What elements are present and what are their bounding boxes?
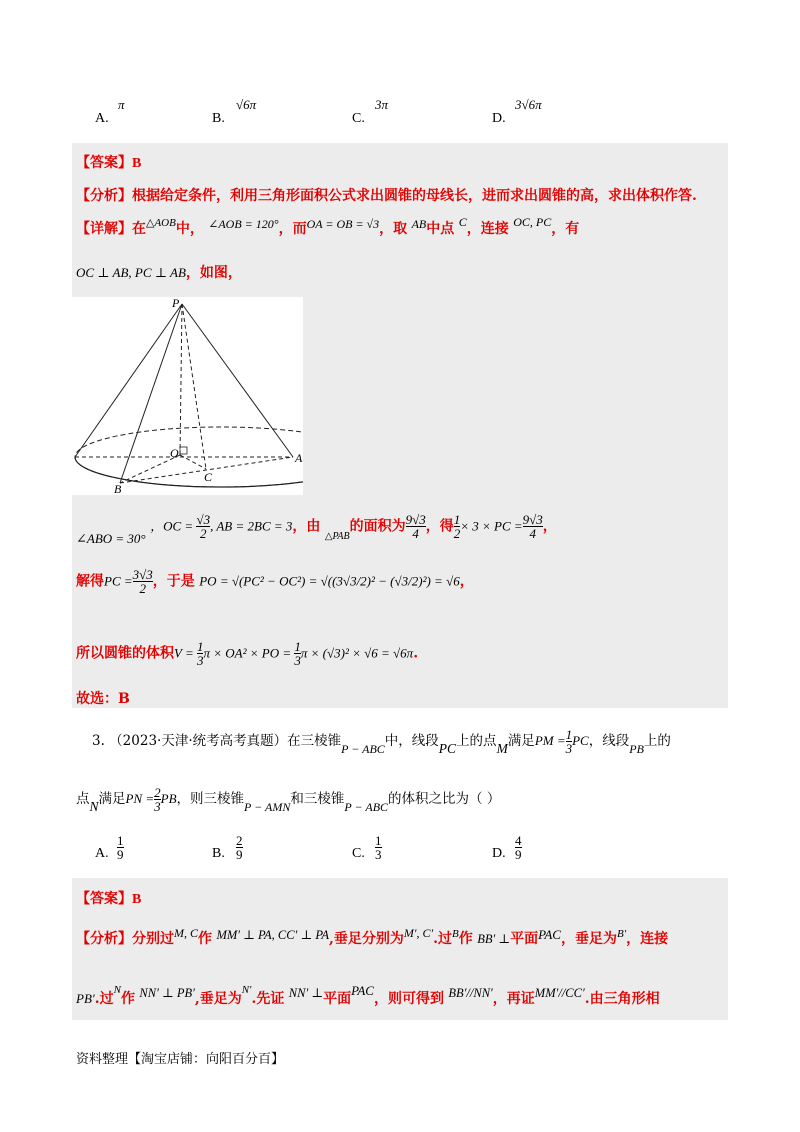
label-b: B <box>114 482 122 495</box>
q3-option-d: D. <box>492 846 506 861</box>
analysis-line-2b: PB′.过$^N$作 NN′ ⊥ PB′,垂足为$^{N'}$.先证 NN′ ⊥平面PAC，则可得到 BB′//NN′，再证MM′//CC′.由三角形相 <box>76 983 660 1007</box>
option-c-value: 3π <box>375 97 389 112</box>
frac-1-2: $\frac{1}{2}$ <box>453 512 461 541</box>
option-b-value: √6π <box>236 97 257 112</box>
label-o: O <box>170 446 179 460</box>
base-ellipse-front <box>75 457 303 487</box>
frac-9sqrt3-4-b: $\frac{9√3}{4}$ <box>522 512 543 541</box>
analysis-line-2a: 【分析】分别过M, C作 MM′ ⊥ PA, CC′ ⊥ PA,垂足分别为M′, C′.过$^B$作 BB′ ⊥平面PAC，垂足为$^{B'}$，连接 <box>76 926 669 947</box>
option-b: B. <box>212 111 225 126</box>
q3-option-b-value: 2 9 <box>236 833 243 862</box>
q3-option-a: A. <box>95 846 109 861</box>
q3-frac-2-3: $\frac{2}{3}$ <box>154 785 161 814</box>
calc-line-1: ∠ABO = 30° ，OC = $\frac{√3}{2}$ , AB = 2BC = 3，由 $_{\triangle PAB}$的面积为 $\frac{9√3}{4}$ ，得 $\frac{1}{2}$ × 3 × PC = $\frac{9√3}{4}$ ， <box>76 512 557 546</box>
segment-po <box>180 304 182 455</box>
frac-sqrt3-2: $\frac{√3}{2}$ <box>196 512 211 541</box>
q3-option-a-value: 1 9 <box>117 833 124 862</box>
calc-line-3: 所以圆锥的体积V = $\frac{1}{3}$ π × OA² × PO = $\frac{1}{3}$ π × (√3)² × √6 = √6π. <box>76 639 419 668</box>
frac-9sqrt3-4: $\frac{9√3}{4}$ <box>405 512 426 541</box>
option-a: A. <box>95 111 109 126</box>
detail-line-2: OC ⊥ AB, PC ⊥ AB，如图， <box>76 265 242 281</box>
right-angle-mark <box>180 447 187 454</box>
footer-text: 资料整理【淘宝店铺：向阳百分百】 <box>76 1052 285 1067</box>
generatrix-right <box>182 304 293 457</box>
option-a-value: π <box>118 97 125 112</box>
segment-pc <box>182 304 206 469</box>
cone-diagram <box>72 297 303 495</box>
option-d-value: 3√6π <box>515 97 542 112</box>
q3-frac-1-3: $\frac{1}{3}$ <box>565 727 573 756</box>
q3-option-c-value: 1 3 <box>375 833 382 862</box>
answer-line-2: 【答案】B <box>76 891 142 907</box>
q3-line-1: 3. （2023·天津·统考高考真题）在三棱锥P − ABC中，线段PC上的点M满足PM = $\frac{1}{3}$ PC，线段PB上的 <box>92 727 671 756</box>
frac-1-3-a: $\frac{1}{3}$ <box>196 639 204 668</box>
q3-option-c: C. <box>352 846 365 861</box>
q3-option-d-value: 4 9 <box>515 833 522 862</box>
q3-line-2: 点N满足PN = $\frac{2}{3}$ PB，则三棱锥P − AMN和三棱锥P − ABC的体积之比为（ ） <box>76 785 501 814</box>
calc-line-2: 解得PC = $\frac{3√3}{2}$ ，于是 PO = √(PC² − OC²) = √((3√3/2)² − (√3/2)²) = √6， <box>76 567 474 596</box>
option-d: D. <box>492 111 506 126</box>
frac-3sqrt3-2: $\frac{3√3}{2}$ <box>132 567 153 596</box>
label-c: C <box>204 470 213 484</box>
q3-option-b: B. <box>212 846 225 861</box>
frac-1-3-b: $\frac{1}{3}$ <box>294 639 301 668</box>
label-a: A <box>295 451 303 465</box>
conclusion-1: 故选：B <box>76 691 130 707</box>
answer-line-1: 【答案】B <box>76 155 142 171</box>
label-p: P <box>172 297 180 310</box>
cone-figure <box>72 297 303 495</box>
analysis-line-1: 【分析】根据给定条件，利用三角形面积公式求出圆锥的母线长，进而求出圆锥的高，求出体积作答. <box>76 188 697 204</box>
option-c: C. <box>352 111 365 126</box>
detail-line-1: 【详解】在$^{\triangle AOB}$中， ∠AOB = 120°，而OA = OB = √3，取 AB中点 C，连接 OC, PC，有 <box>76 215 580 237</box>
